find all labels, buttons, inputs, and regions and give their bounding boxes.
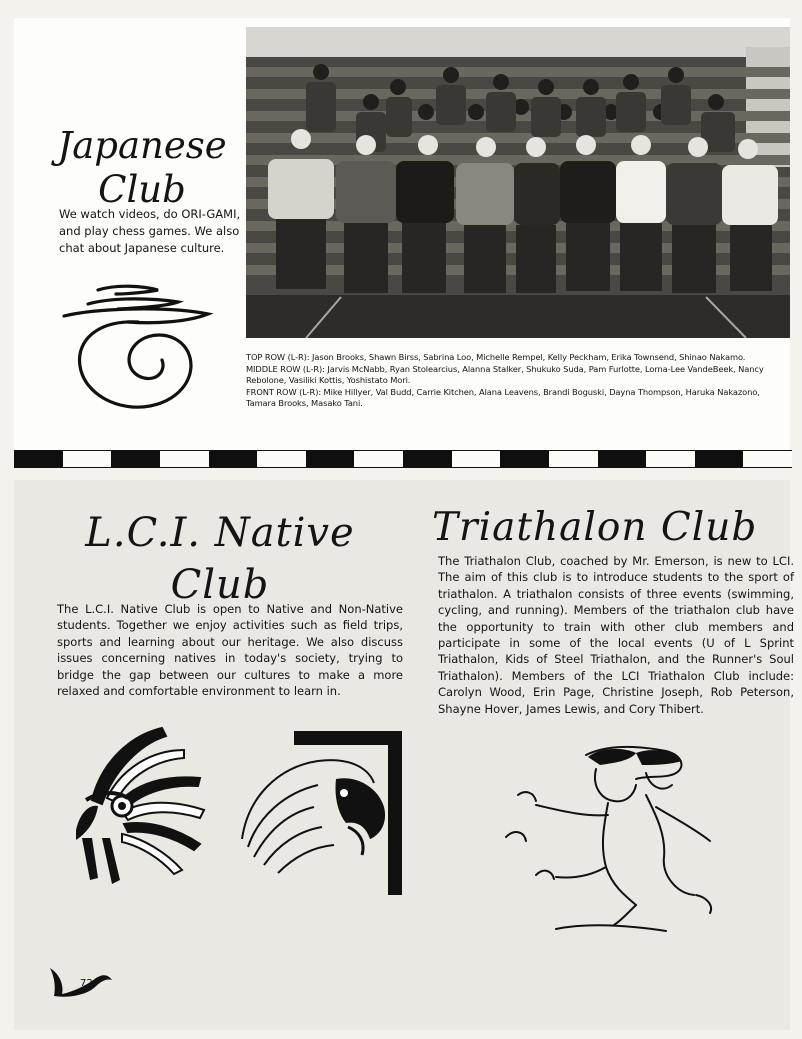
japanese-club-title bbox=[44, 124, 240, 212]
checkered-divider bbox=[14, 450, 792, 468]
caption-middle-row: MIDDLE ROW (L-R): Jarvis McNabb, Ryan Stolearcius, Alanna Stalker, Shukuko Suda, Pam Furlotte, Lorna-Lee VandeBeek, Nancy Rebolone, Vasiliki Kottis, Yoshistato Mori. bbox=[246, 363, 764, 385]
club-group-photo bbox=[246, 27, 790, 338]
japanese-club-title-line1: Japanese bbox=[57, 124, 227, 167]
triathalon-club-body: The Triathalon Club, coached by Mr. Emerson, is new to LCI. The aim of this club is to introduce students to the sport of triathalon. A triathalon consists of three events (swimming, cycling, and running). Members of the triathalon club have the opportunity to train with other club members and participate in some of the local events (U of L Sprint Triathalon, Kids of Steel Triathalon, and the Runner's Soul Triathalon). Members of the LCI Triathalon Club include: Carolyn Wood, Erin Page, Christine Joseph, Rob Peterson, Shayne Hover, James Lewis, and Cory Thibert. bbox=[438, 554, 794, 716]
swirl-ornament-icon bbox=[58, 282, 218, 422]
photo-caption bbox=[246, 352, 792, 410]
triathalon-club-title: Triathalon Club bbox=[432, 505, 758, 550]
eagle-illustration-icon bbox=[238, 727, 408, 895]
japanese-club-title-line2: Club bbox=[98, 168, 186, 211]
headdress-illustration-icon bbox=[62, 720, 212, 890]
native-club-title-line2: Club bbox=[170, 562, 270, 608]
native-club-title bbox=[40, 507, 400, 611]
native-club-body: The L.C.I. Native Club is open to Native and Non-Native students. Together we enjoy activities such as field trips, sports and learning about our heritage. We also discuss issues concerning natives in today's society, trying to bridge the gap between our cultures to make a more relaxed and comfortable environment to learn in. bbox=[57, 602, 403, 699]
caption-top-row: TOP ROW (L-R): Jason Brooks, Shawn Birss, Sabrina Loo, Michelle Rempel, Kelly Peckham, Erika Townsend, Shinao Nakamo. bbox=[246, 352, 746, 362]
japanese-club-description: We watch videos, do ORI-GAMI, and play chess games. We also chat about Japanese culture. bbox=[59, 207, 241, 255]
page-number: 72 bbox=[80, 978, 93, 989]
runners-cartoon-icon bbox=[496, 745, 722, 935]
caption-front-row: FRONT ROW (L-R): Mike Hillyer, Val Budd, Carrie Kitchen, Alana Leavens, Brandi Boguski, Dayna Thompson, Haruka Nakazono, Tamara Brooks, Masako Tani. bbox=[246, 386, 760, 408]
native-club-title-line1: L.C.I. Native bbox=[85, 510, 355, 556]
